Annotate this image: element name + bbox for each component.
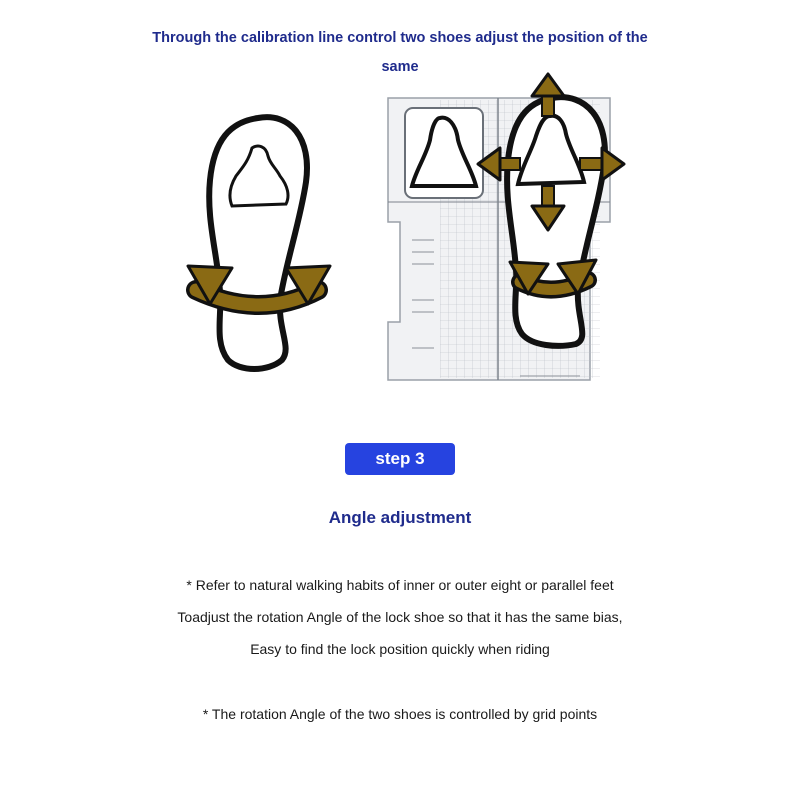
description-line: * The rotation Angle of the two shoes is controlled by grid points <box>202 706 598 722</box>
description-line: * Refer to natural walking habits of inner or outer eight or parallel feet <box>186 577 614 593</box>
headline: Through the calibration line control two shoes adjust the position of the same <box>152 30 648 75</box>
description-line: Toadjust the rotation Angle of the lock shoe so that it has the same bias, <box>177 609 623 625</box>
description-line: Easy to find the lock position quickly when riding <box>250 641 550 657</box>
step-badge: step 3 <box>345 443 455 475</box>
left-shoe-sole-icon <box>209 117 307 369</box>
section-title: Angle adjustment <box>328 508 472 527</box>
